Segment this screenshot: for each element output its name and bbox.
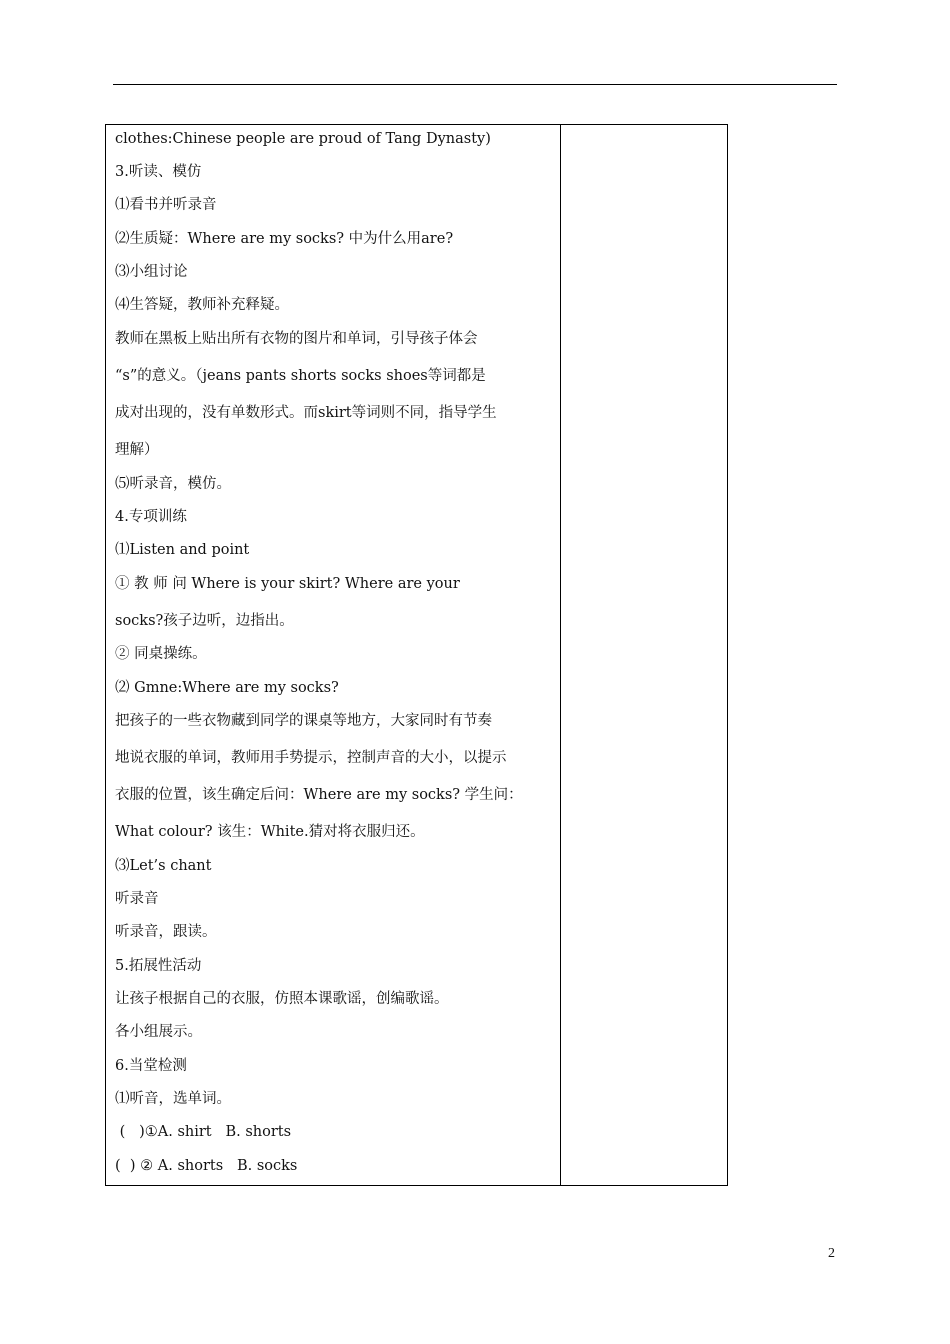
text-line: What colour? 该生：White.猜对将衣服归还。: [115, 824, 425, 840]
text-line: 教师在黑板上贴出所有衣物的图片和单词，引导孩子体会: [115, 331, 478, 347]
text-line: ① 教 师 问 Where is your skirt? Where are your: [115, 576, 460, 592]
section-heading: 3.听读、模仿: [115, 164, 202, 180]
section-heading: 4.专项训练: [115, 509, 187, 525]
lesson-table: [105, 124, 728, 1186]
column-divider: [560, 125, 561, 1185]
text-line: “s”的意义。（jeans pants shorts socks shoes等词都是: [115, 368, 486, 384]
text-line: 听录音: [115, 891, 159, 907]
section-heading: 5.拓展性活动: [115, 958, 202, 974]
text-line: ⑴看书并听录音: [115, 197, 217, 213]
section-heading: 6.当堂检测: [115, 1058, 187, 1074]
text-line: ⑴Listen and point: [115, 542, 250, 558]
text-line: ⑶小组讨论: [115, 264, 188, 280]
text-line: 把孩子的一些衣物藏到同学的课桌等地方，大家同时有节奏: [115, 713, 492, 729]
text-line: 各小组展示。: [115, 1024, 202, 1040]
text-line: 听录音，跟读。: [115, 924, 217, 940]
quiz-item: ( )①A. shirt B. shorts: [115, 1124, 292, 1140]
text-line: 理解）: [115, 442, 159, 458]
text-line: ⑷生答疑，教师补充释疑。: [115, 297, 289, 313]
text-line: 地说衣服的单词，教师用手势提示，控制声音的大小，以提示: [115, 750, 507, 766]
text-line: ⑸听录音，模仿。: [115, 476, 231, 492]
text-line: ⑵ Gmne:Where are my socks?: [115, 680, 339, 696]
text-line: 成对出现的，没有单数形式。而skirt等词则不同，指导学生: [115, 405, 497, 421]
text-line: clothes:Chinese people are proud of Tang Dynasty): [115, 131, 491, 147]
quiz-item: ( ) ② A. shorts B. socks: [115, 1158, 298, 1174]
text-line: ⑵生质疑：Where are my socks? 中为什么用are?: [115, 231, 454, 247]
text-line: 让孩子根据自己的衣服，仿照本课歌谣，创编歌谣。: [115, 991, 449, 1007]
header-rule: [113, 84, 837, 85]
page-number: 2: [828, 1246, 835, 1261]
text-line: ⑶Let’s chant: [115, 858, 212, 874]
text-line: ⑴听音，选单词。: [115, 1091, 231, 1107]
text-line: socks?孩子边听，边指出。: [115, 613, 294, 629]
text-line: 衣服的位置，该生确定后问：Where are my socks? 学生问：: [115, 787, 523, 803]
text-line: ② 同桌操练。: [115, 646, 207, 662]
